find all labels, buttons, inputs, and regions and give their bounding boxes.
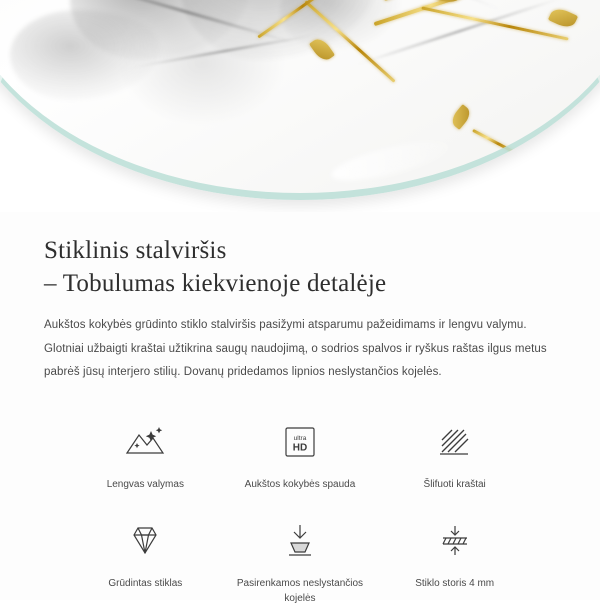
feature-item <box>68 419 223 492</box>
feature-label: Lengvas valymas <box>106 478 184 490</box>
gold-leaf <box>449 104 474 130</box>
svg-text:ultra: ultra <box>293 434 307 442</box>
feature-item <box>223 518 378 606</box>
feature-grid <box>44 419 556 606</box>
feature-item <box>68 518 223 606</box>
page-title <box>44 234 556 300</box>
gold-leaf <box>548 5 578 30</box>
gold-ring <box>510 150 544 184</box>
glass-thickness-icon <box>429 518 481 564</box>
non-slip-feet-icon <box>274 518 326 564</box>
feature-label: Aukštos kokybės spauda <box>244 478 356 490</box>
feature-item <box>377 518 532 606</box>
hero-image <box>0 0 600 212</box>
feature-label: Pasirenkamos neslystančios kojelės <box>236 577 364 604</box>
tempered-glass-diamond-icon <box>119 518 171 564</box>
easy-clean-icon <box>119 419 171 465</box>
polished-edges-icon <box>429 419 481 465</box>
gold-vein <box>472 129 516 154</box>
description-paragraph: Aukštos kokybės grūdinto stiklo stalviršis pasižymi atsparumu pažeidimams ir lengvu valymu. Glotniai užbaigti kraštai užtikrina saugų naudojimą, o sodrios spalvos ir ryškus raštas ilgus metus pabrėš jūsų interjero stilių. Dovanų pridedamos lipnios neslystančios kojelės. <box>44 319 547 379</box>
marble-ink-cloud <box>10 10 160 100</box>
feature-item <box>223 419 378 492</box>
ultra-hd-print-icon <box>274 419 326 465</box>
content-block <box>0 212 600 606</box>
svg-text:HD: HD <box>292 442 308 454</box>
feature-label: Grūdintas stiklas <box>108 577 183 589</box>
title-line-1: Stiklinis stalviršis <box>44 237 227 264</box>
title-line-2: – Tobulumas kiekvienoje detalėje <box>44 270 387 297</box>
feature-item <box>377 419 532 492</box>
feature-label: Stiklo storis 4 mm <box>415 577 495 589</box>
glass-tabletop-surface <box>0 0 600 200</box>
feature-label: Šlifuoti kraštai <box>423 478 486 490</box>
